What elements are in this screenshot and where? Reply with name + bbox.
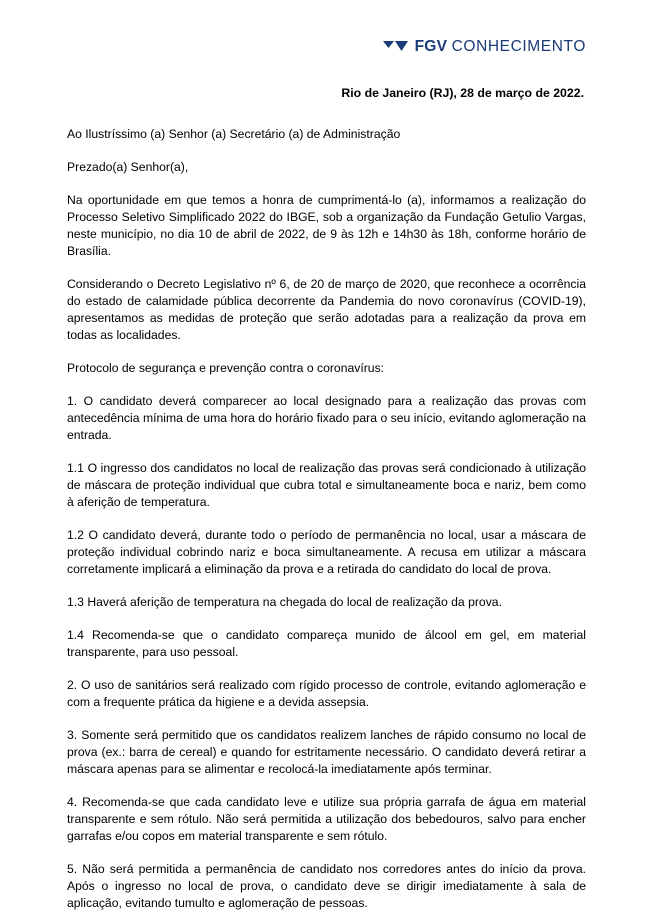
- paragraph-announcement: Na oportunidade em que temos a honra de cumprimentá-lo (a), informamos a realização do Processo Seletivo Simplificado 2022 do IBGE, sob a organização da Fundação Getulio Vargas, neste município, no dia 10 de abril de 2022, de 9 às 12h e 14h30 às 18h, conforme horário de Brasília.: [67, 193, 586, 258]
- paragraph-greeting: Prezado(a) Senhor(a),: [67, 160, 189, 174]
- paragraph-item-4: 4. Recomenda-se que cada candidato leve e utilize sua própria garrafa de água em material transparente e sem rótulo. Não será permitida a utilização dos bebedouros, salvo para encher garrafas e/ou copos em material transparente e sem rótulo.: [67, 795, 586, 843]
- paragraph-item-5: 5. Não será permitida a permanência de candidato nos corredores antes do início da prova. Após o ingresso no local de prova, o candidato deve se dirigir imediatamente à sala de aplicação, evitando tumulto e aglomeração de pessoas.: [67, 862, 586, 910]
- fgv-chevron-logo-icon: [383, 39, 409, 55]
- fgv-logo: [383, 38, 586, 56]
- document-header: [67, 30, 586, 64]
- paragraph-item-2: 2. O uso de sanitários será realizado com rígido processo de controle, evitando aglomeração e com a frequente prática da higiene e a devida assepsia.: [67, 678, 586, 709]
- paragraph-item-3: 3. Somente será permitido que os candidatos realizem lanches de rápido consumo no local de prova (ex.: barra de cereal) e quando for estritamente necessário. O candidato deverá retirar a máscara apenas para se alimentar e recolocá-la imediatamente após terminar.: [67, 728, 586, 776]
- fgv-logo-text: [415, 38, 586, 56]
- paragraph-item-1-2: 1.2 O candidato deverá, durante todo o período de permanência no local, usar a máscara de proteção individual cobrindo nariz e boca simultaneamente. A recusa em utilizar a máscara corretamente implicará a eliminação da prova e a retirada do candidato do local de prova.: [67, 528, 586, 576]
- document-body: [67, 126, 586, 912]
- date-line: Rio de Janeiro (RJ), 28 de março de 2022.: [341, 86, 584, 100]
- paragraph-addressee: Ao Ilustríssimo (a) Senhor (a) Secretário (a) de Administração: [67, 127, 401, 141]
- paragraph-item-1-4: 1.4 Recomenda-se que o candidato compareça munido de álcool em gel, em material transparente, para uso pessoal.: [67, 628, 586, 659]
- paragraph-decree: Considerando o Decreto Legislativo nº 6, de 20 de março de 2020, que reconhece a ocorrência do estado de calamidade pública decorrente da Pandemia do novo coronavírus (COVID-19), apresentamos as medidas de proteção que serão adotadas para a realização da prova em todas as localidades.: [67, 277, 586, 342]
- fgv-brand: FGV: [414, 38, 448, 55]
- paragraph-item-1-3: 1.3 Haverá aferição de temperatura na chegada do local de realização da prova.: [67, 595, 502, 609]
- fgv-sub-brand: CONHECIMENTO: [451, 38, 586, 55]
- paragraph-item-1-1: 1.1 O ingresso dos candidatos no local de realização das provas será condicionado à utilização de máscara de proteção individual que cubra total e simultaneamente boca e nariz, bem como à aferição de temperatura.: [67, 461, 586, 509]
- paragraph-item-1: 1. O candidato deverá comparecer ao local designado para a realização das provas com antecedência mínima de uma hora do horário fixado para o seu início, evitando aglomeração na entrada.: [67, 394, 586, 442]
- paragraph-protocol-title: Protocolo de segurança e prevenção contra o coronavírus:: [67, 361, 385, 375]
